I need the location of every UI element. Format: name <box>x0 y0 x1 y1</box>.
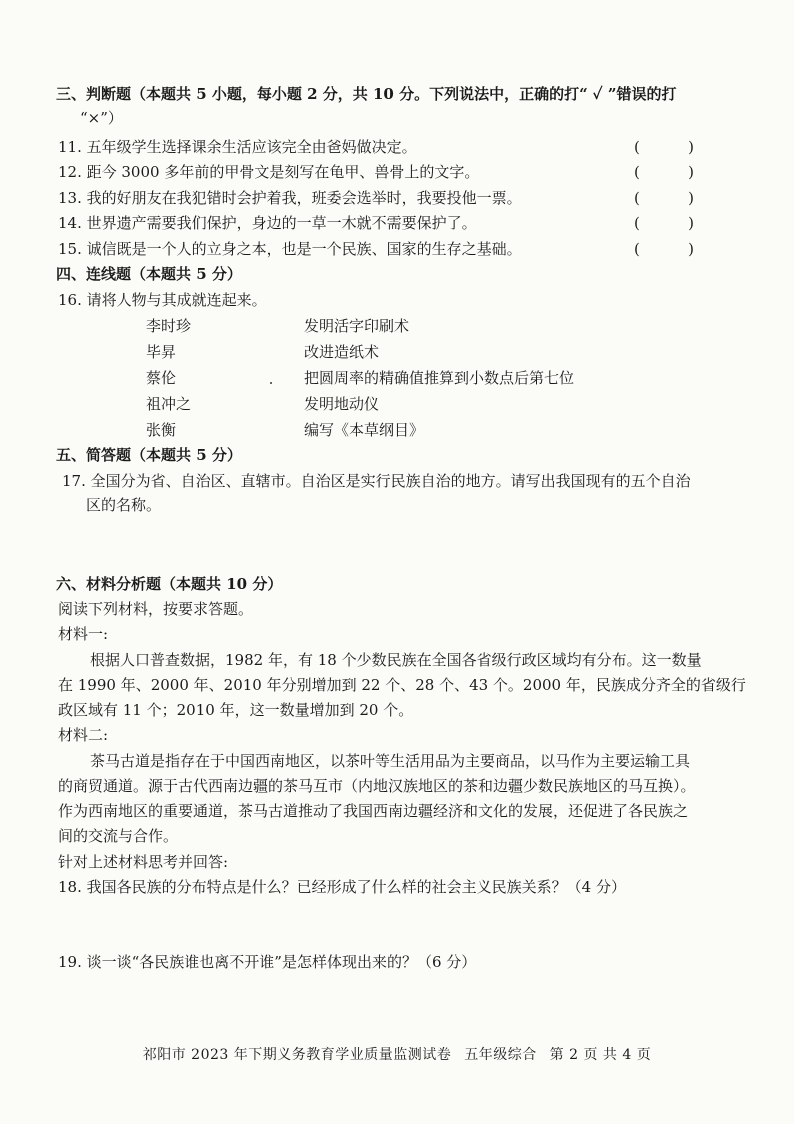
material2-line: 的商贸通道。源于古代西南边疆的茶马互市（内地汉族地区的茶和边疆少数民族地区的马互换）。 <box>58 777 696 795</box>
exam-title: 祁阳市 2023 年下期义务教育学业质量监测试卷 <box>142 1047 452 1063</box>
subject-label: 五年级综合 <box>464 1047 537 1063</box>
answer-paren-12[interactable]: ( ) <box>634 163 694 181</box>
page-footer <box>0 1044 794 1064</box>
question-17-cont: 区的名称。 <box>86 496 162 514</box>
achievement-seismograph[interactable]: 发明地动仪 <box>304 395 380 413</box>
answer-area-17[interactable] <box>58 520 738 570</box>
section5-heading: 五、简答题（本题共 5 分） <box>56 446 242 464</box>
material2-label: 材料二: <box>58 726 109 744</box>
material1-line: 根据人口普查数据，1982 年，有 18 个少数民族在全国各省级行政区域均有分布。这一数量 <box>90 651 702 669</box>
answer-paren-14[interactable]: ( ) <box>634 214 694 232</box>
matching-question: 16. 请将人物与其成就连起来。 <box>58 291 267 309</box>
achievement-pi[interactable]: 把圆周率的精确值推算到小数点后第七位 <box>304 369 575 387</box>
section6-heading: 六、材料分析题（本题共 10 分） <box>56 575 283 593</box>
person-zhang-heng[interactable]: 张衡 <box>146 421 177 439</box>
section3-heading: 三、判断题（本题共 5 小题，每小题 2 分，共 10 分。下列说法中，正确的打“ ✓ ”错误的打 <box>56 85 677 103</box>
question-18: 18. 我国各民族的分布特点是什么？已经形成了什么样的社会主义民族关系？（4 分） <box>58 878 626 896</box>
answer-area-19[interactable] <box>58 976 738 1036</box>
section4-heading: 四、连线题（本题共 5 分） <box>56 265 242 283</box>
section6-instruction: 阅读下列材料，按要求答题。 <box>58 600 254 618</box>
person-cai-lun[interactable]: 蔡伦 <box>146 369 177 387</box>
judge-item-11: 11. 五年级学生选择课余生活应该完全由爸妈做决定。 <box>58 138 417 156</box>
material2-line: 间的交流与合作。 <box>58 827 179 845</box>
person-li-shizhen[interactable]: 李时珍 <box>146 317 192 335</box>
material2-line: 作为西南地区的重要通道，茶马古道推动了我国西南边疆经济和文化的发展，还促进了各民族之 <box>58 802 689 820</box>
achievement-bencao[interactable]: 编写《本草纲目》 <box>304 421 425 439</box>
answer-paren-11[interactable]: ( ) <box>634 138 694 156</box>
achievement-papermaking[interactable]: 改进造纸术 <box>304 343 380 361</box>
answer-paren-15[interactable]: ( ) <box>634 240 694 258</box>
person-zu-chongzhi[interactable]: 祖冲之 <box>146 395 192 413</box>
material2-line: 茶马古道是指存在于中国西南地区，以茶叶等生活用品为主要商品，以马作为主要运输工具 <box>90 752 691 770</box>
judge-item-13: 13. 我的好朋友在我犯错时会护着我，班委会选举时，我要投他一票。 <box>58 189 522 207</box>
material1-line: 在 1990 年、2000 年、2010 年分别增加到 22 个、28 个、43 个。2000 年，民族成分齐全的省级行 <box>58 676 746 694</box>
question-19: 19. 谈一谈“各民族谁也离不开谁”是怎样体现出来的？（6 分） <box>58 953 477 971</box>
analysis-prompt: 针对上述材料思考并回答: <box>58 853 229 871</box>
material1-line: 政区域有 11 个；2010 年，这一数量增加到 20 个。 <box>58 701 414 719</box>
question-17: 17. 全国分为省、自治区、直辖市。自治区是实行民族自治的地方。请写出我国现有的五个自治 <box>62 472 691 490</box>
page-number: 第 2 页 共 4 页 <box>549 1047 652 1063</box>
material1-label: 材料一: <box>58 625 109 643</box>
judge-item-12: 12. 距今 3000 多年前的甲骨文是刻写在龟甲、兽骨上的文字。 <box>58 163 480 181</box>
stray-dot <box>270 382 272 384</box>
answer-area-18[interactable] <box>58 902 738 948</box>
judge-item-15: 15. 诚信既是一个人的立身之本，也是一个民族、国家的生存之基础。 <box>58 240 522 258</box>
answer-paren-13[interactable]: ( ) <box>634 189 694 207</box>
section3-heading-cont: “×”） <box>80 109 123 127</box>
judge-item-14: 14. 世界遗产需要我们保护，身边的一草一木就不需要保护了。 <box>58 214 477 232</box>
person-bi-sheng[interactable]: 毕昇 <box>146 343 177 361</box>
achievement-movable-type[interactable]: 发明活字印刷术 <box>304 317 410 335</box>
